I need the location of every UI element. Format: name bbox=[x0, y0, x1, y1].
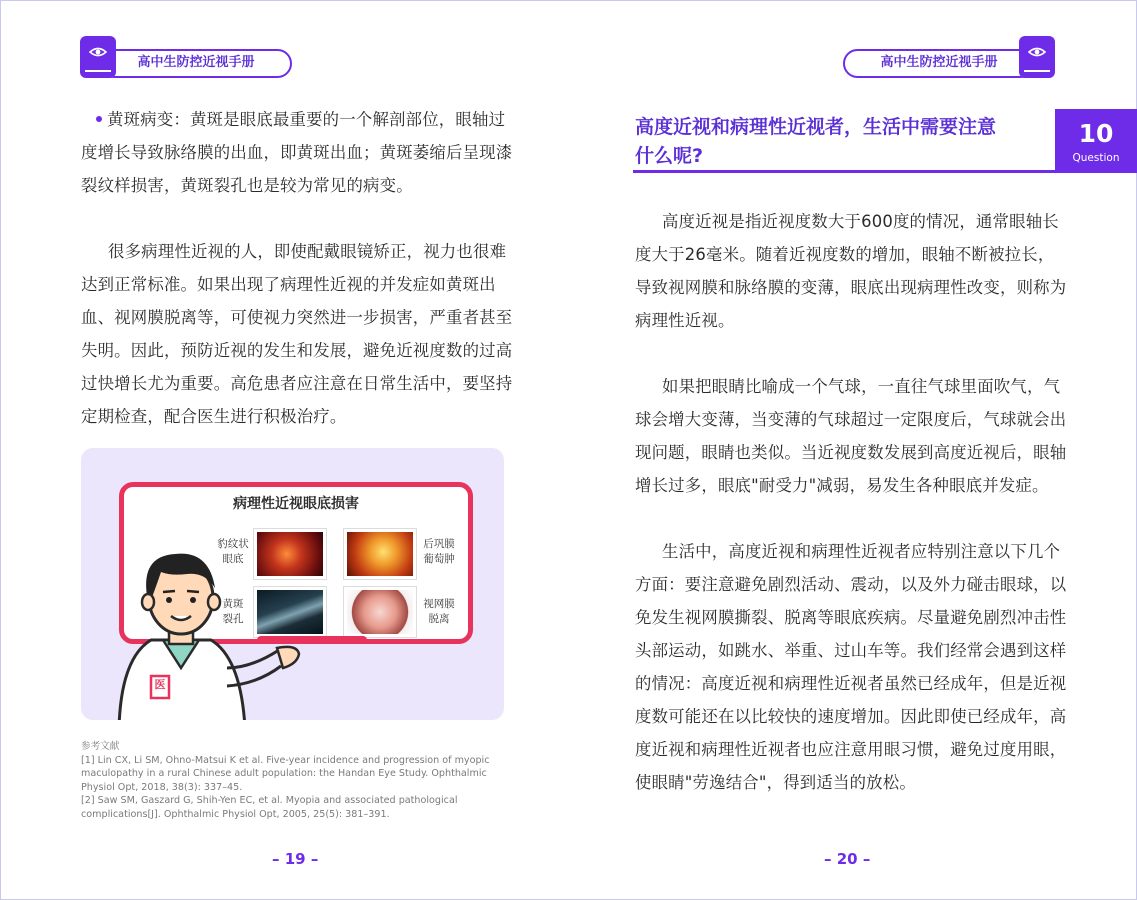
doctor-figure bbox=[101, 518, 301, 720]
reference-line: [2] Saw SM, Gaszard G, Shih-Yen EC, et al. Myopia and associated pathological bbox=[81, 795, 458, 807]
label-line: 脱离 bbox=[428, 613, 450, 625]
text-line: 度增长导致脉络膜的出血，即黄斑出血；黄斑萎缩后呈现漆 bbox=[81, 143, 513, 162]
left-header-title: 高中生防控近视手册 bbox=[100, 49, 292, 78]
text-line: 的情况：高度近视和病理性近视者虽然已经成年，但是近视 bbox=[635, 674, 1067, 693]
label-retinal-detachment bbox=[422, 597, 456, 627]
text-line: 高度近视是指近视度数大于600度的情况，通常眼轴长 bbox=[662, 212, 1059, 231]
balloon-analogy-paragraph bbox=[635, 370, 1066, 502]
question-label: Question bbox=[1072, 152, 1120, 164]
reference-line: [1] Lin CX, Li SM, Ohno-Matsui K et al. Five-year incidence and progression of myopic bbox=[81, 754, 490, 766]
text-line: 球会增大变薄，当变薄的气球超过一定限度后，气球就会出 bbox=[635, 410, 1067, 429]
label-posterior-staphyloma bbox=[422, 537, 456, 567]
pathological-myopia-paragraph bbox=[81, 235, 512, 433]
eye-icon bbox=[1028, 46, 1046, 58]
fundus-damage-illustration bbox=[81, 448, 504, 720]
text-line: 头部运动，如跳水、举重、过山车等。我们经常会遇到这样 bbox=[635, 641, 1067, 660]
label-line: 黄斑 bbox=[222, 598, 244, 610]
text-line: 度数可能还在以比较快的速度增加。因此即使已经成年，高 bbox=[635, 707, 1067, 726]
right-header-badge bbox=[843, 36, 1055, 78]
reference-line: complications[J]. Ophthalmic Physiol Opt, 2005, 25(5): 381–391. bbox=[81, 808, 390, 820]
fundus-photo-staphyloma bbox=[344, 529, 416, 579]
text-line: 黄斑病变：黄斑是眼底最重要的一个解剖部位，眼轴过 bbox=[107, 110, 506, 129]
eye-diagram-retinal-detachment bbox=[344, 587, 416, 637]
label-line: 裂孔 bbox=[222, 613, 244, 625]
text-line: 现问题，眼睛也类似。当近视度数发展到高度近视后，眼轴 bbox=[635, 443, 1067, 462]
text-line: 度近视和病理性近视者也应注意用眼习惯，避免过度用眼， bbox=[635, 740, 1067, 759]
left-page-number: – 19 – bbox=[272, 850, 319, 868]
question-title-line: 什么呢? bbox=[635, 145, 704, 167]
question-title-line: 高度近视和病理性近视者，生活中需要注意 bbox=[635, 116, 997, 138]
book-icon bbox=[80, 36, 116, 78]
text-line: 失明。因此，预防近视的发生和发展，避免近视度数的过高 bbox=[81, 341, 513, 360]
text-line: 方面：要注意避免剧烈活动、震动，以及外力碰击眼球，以 bbox=[635, 575, 1067, 594]
text-line: 免发生视网膜撕裂、脱离等眼底疾病。尽量避免剧烈冲击性 bbox=[635, 608, 1067, 627]
references bbox=[81, 740, 506, 822]
text-line: 导致视网膜和脉络膜的变薄，眼底出现病理性改变，则称为 bbox=[635, 278, 1067, 297]
text-line: 过快增长尤为重要。高危患者应注意在日常生活中，要坚持 bbox=[81, 374, 513, 393]
daily-life-precautions-paragraph bbox=[635, 535, 1066, 799]
question-number: 10 bbox=[1078, 119, 1114, 148]
text-line: 度大于26毫米。随着近视度数的增加，眼轴不断被拉长， bbox=[635, 245, 1055, 264]
text-line: 增长过多，眼底"耐受力"减弱，易发生各种眼底并发症。 bbox=[635, 476, 1049, 495]
reference-line: Physiol Opt, 2018, 38(3): 337–45. bbox=[81, 781, 243, 793]
label-line: 葡萄肿 bbox=[423, 553, 455, 565]
text-line: 定期检查，配合医生进行积极治疗。 bbox=[81, 407, 347, 426]
text-line: 使眼睛"劳逸结合"，得到适当的放松。 bbox=[635, 773, 916, 792]
right-page-number: – 20 – bbox=[824, 850, 871, 868]
reference-line: maculopathy in a rural Chinese adult population: the Handan Eye Study. Ophthalmic bbox=[81, 768, 487, 780]
text-line: 裂纹样损害，黄斑裂孔也是较为常见的病变。 bbox=[81, 176, 413, 195]
label-line: 豹纹状 bbox=[217, 538, 249, 550]
text-line: 很多病理性近视的人，即使配戴眼镜矫正，视力也很难 bbox=[108, 242, 507, 261]
eye-icon bbox=[89, 46, 107, 58]
text-line: 血、视网膜脱离等，可使视力突然进一步损害，严重者甚至 bbox=[81, 308, 513, 327]
right-header-title: 高中生防控近视手册 bbox=[843, 49, 1035, 78]
label-line: 视网膜 bbox=[423, 598, 455, 610]
question-title bbox=[635, 113, 996, 171]
question-underline bbox=[633, 170, 1055, 173]
book-icon bbox=[1019, 36, 1055, 78]
label-line: 眼底 bbox=[222, 553, 244, 565]
board-title: 病理性近视眼底损害 bbox=[233, 496, 359, 512]
question-number-box bbox=[1055, 109, 1137, 173]
text-line: 如果把眼睛比喻成一个气球，一直往气球里面吹气，气 bbox=[662, 377, 1061, 396]
text-line: 生活中，高度近视和病理性近视者应特别注意以下几个 bbox=[662, 542, 1061, 561]
text-line: 病理性近视。 bbox=[635, 311, 735, 330]
high-myopia-definition-paragraph bbox=[635, 205, 1066, 337]
text-line: 达到正常标准。如果出现了病理性近视的并发症如黄斑出 bbox=[81, 275, 496, 294]
badge-character: 医 bbox=[154, 678, 166, 691]
label-line: 后巩膜 bbox=[423, 538, 455, 550]
references-heading: 参考文献 bbox=[81, 741, 120, 752]
macular-lesion-paragraph bbox=[81, 103, 512, 202]
left-header-badge bbox=[80, 36, 292, 78]
